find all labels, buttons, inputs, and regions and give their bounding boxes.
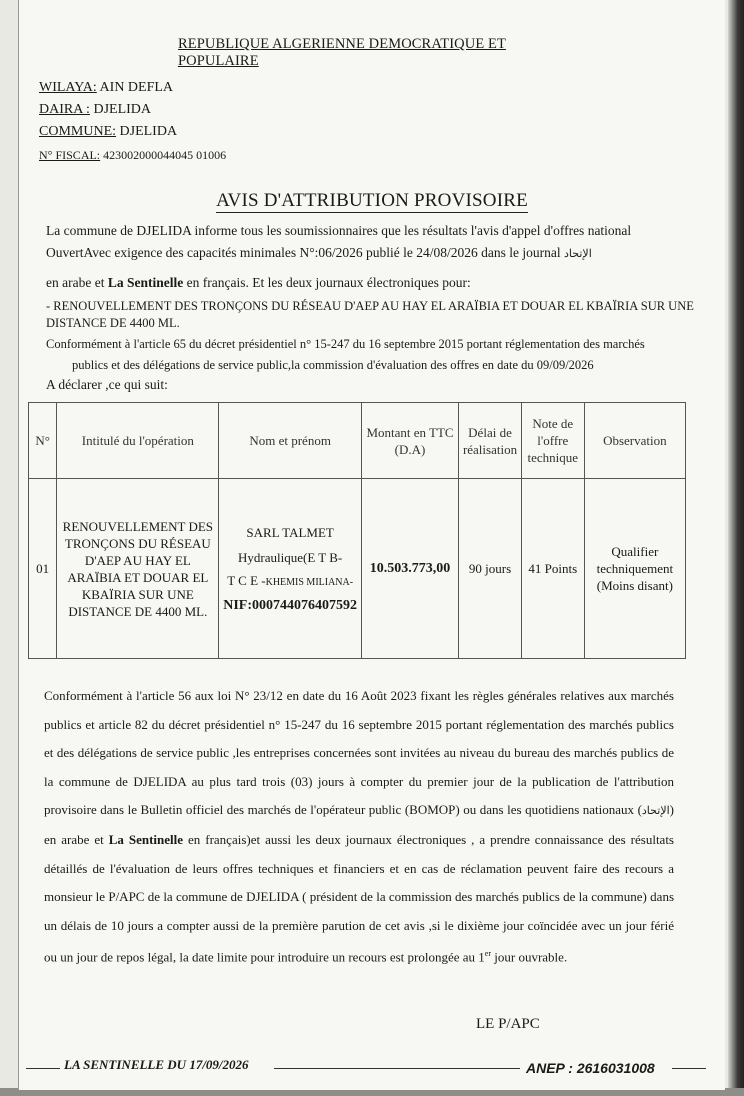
cell-observation: Qualifier techniquement (Moins disant) bbox=[584, 479, 685, 659]
cell-name-line3-b: KHEMIS MILIANA- bbox=[265, 576, 354, 588]
body-arabic-journal: الإتحاد bbox=[641, 805, 670, 818]
intro-line-4: - RENOUVELLEMENT DES TRONÇONS DU RÉSEAU D'AEP AU HAY EL ARAÏBIA ET DOUAR EL KBAÏRIA SUR UNE bbox=[46, 299, 694, 313]
col-header-operation: Intitulé du l'opération bbox=[57, 403, 219, 479]
document-title-text: AVIS D'ATTRIBUTION PROVISOIRE bbox=[216, 190, 528, 211]
document-title bbox=[0, 190, 744, 212]
commune-value: DJELIDA bbox=[116, 124, 178, 139]
cell-nif: NIF:000744076407592 bbox=[223, 597, 358, 613]
scan-edge bbox=[728, 0, 744, 1096]
signature: LE P/APC bbox=[476, 1016, 540, 1032]
wilaya-line bbox=[39, 80, 173, 96]
cell-name bbox=[219, 479, 362, 659]
cell-operation: RENOUVELLEMENT DES TRONÇONS DU RÉSEAU D'AEP AU HAY EL ARAÏBIA ET DOUAR EL KBAÏRIA SUR UNE DISTANCE DE 4400 ML. bbox=[57, 479, 219, 659]
results-table bbox=[28, 402, 686, 659]
intro-sentinelle: La Sentinelle bbox=[107, 275, 184, 290]
body-paragraph bbox=[44, 682, 674, 972]
col-header-amount: Montant en TTC (D.A) bbox=[361, 403, 458, 479]
col-header-delay: Délai de réalisation bbox=[459, 403, 522, 479]
intro-line-2 bbox=[46, 243, 592, 264]
commune-line bbox=[39, 124, 177, 140]
body-part-1: Conformément à l'article 56 aux loi N° 23/12 en date du 16 Août 2023 fixant les règles générales relatives aux marchés publics et article 82 du décret présidentiel n° 15-247 du 16 septembre 2015 portant réglementation des marchés publics et des délégations de service public ,les entreprises concernées sont invitées au niveau du bureau des marchés publics de la commune de DJELIDA au plus tard trois (03) jours à compter du premier jour de la publication de l'attribution provisoire dans le Bulletin officiel des marchés de l'opérateur public (BOMOP) ou dans les quotidiens nationaux ( bbox=[44, 688, 674, 818]
fiscal-label: N° FISCAL: bbox=[39, 148, 101, 162]
col-header-observation: Observation bbox=[584, 403, 685, 479]
intro-line-3 bbox=[46, 273, 471, 293]
cell-name-line3 bbox=[222, 572, 358, 591]
intro-arabic-journal: الإتحاد bbox=[564, 248, 592, 260]
intro-line-6: Conformément à l'article 65 du décret présidentiel n° 15-247 du 16 septembre 2015 portant réglementation des marchés bbox=[46, 337, 645, 351]
intro-line-3a: en arabe et bbox=[46, 275, 108, 290]
footer-rule-left bbox=[26, 1068, 60, 1069]
footer-rule-middle bbox=[274, 1068, 520, 1069]
cell-name-line1: SARL TALMET bbox=[246, 524, 334, 540]
intro-line-8: A déclarer ,ce qui suit: bbox=[46, 377, 168, 392]
body-part-2: ) en arabe et bbox=[44, 802, 674, 847]
col-header-score: Note de l'offre technique bbox=[521, 403, 584, 479]
intro-line-1: La commune de DJELIDA informe tous les soumissionnaires que les résultats l'avis d'appel d'offres national bbox=[46, 223, 632, 238]
cell-amount: 10.503.773,00 bbox=[361, 479, 458, 659]
footer-rule-right bbox=[672, 1068, 706, 1069]
footer-left-text: LA SENTINELLE DU 17/09/2026 bbox=[64, 1057, 249, 1072]
cell-score: 41 Points bbox=[521, 479, 584, 659]
cell-num: 01 bbox=[29, 479, 57, 659]
intro-line-2-text: OuvertAvec exigence des capacités minimales N°:06/2026 publié le 24/08/2026 dans le journal bbox=[46, 245, 561, 260]
table-header-row bbox=[29, 403, 686, 479]
commune-label: COMMUNE: bbox=[39, 124, 117, 139]
col-header-num: N° bbox=[29, 403, 57, 479]
fiscal-value: 423002000044045 01006 bbox=[100, 148, 227, 162]
wilaya-label: WILAYA: bbox=[39, 80, 97, 95]
intro-line-3c: en français. Et les deux journaux électroniques pour: bbox=[183, 275, 471, 290]
table-row bbox=[29, 479, 686, 659]
daira-line bbox=[39, 102, 151, 118]
fiscal-line bbox=[39, 148, 226, 163]
daira-label: DAIRA : bbox=[39, 102, 90, 117]
body-part-3: en français)et aussi les deux journaux électroniques , a prendre connaissance des résultats détaillés de l'évaluation de leurs offres techniques et financiers et en cas de réclamation peuvent faire des recours a monsieur le P/APC de la commune de DJELIDA ( président de la commission des marchés publics de la commune) dans un délais de 10 jours a compter aussi de la première parution de cet avis ,si le dixième jour coïncidée avec un jour férié ou un jour de repos légal, la date limite pour introduire un recours est prolongée au 1 bbox=[44, 831, 674, 965]
body-sentinelle: La Sentinelle bbox=[108, 831, 184, 847]
body-superscript: er bbox=[484, 949, 492, 959]
wilaya-value: AIN DEFLA bbox=[96, 80, 174, 95]
intro-line-5: DISTANCE DE 4400 ML. bbox=[46, 316, 180, 330]
footer-right-text: ANEP : 2616031008 bbox=[526, 1060, 655, 1076]
cell-name-line3-a: T C E - bbox=[227, 572, 266, 588]
body-part-4: jour ouvrable. bbox=[491, 949, 568, 965]
cell-delay: 90 jours bbox=[459, 479, 522, 659]
cell-name-line2: Hydraulique(E T B- bbox=[238, 549, 343, 565]
daira-value: DJELIDA bbox=[89, 102, 151, 117]
republic-header: REPUBLIQUE ALGERIENNE DEMOCRATIQUE ET POPULAIRE bbox=[178, 36, 506, 69]
col-header-name: Nom et prénom bbox=[219, 403, 362, 479]
intro-line-7: publics et des délégations de service public,la commission d'évaluation des offres en date du 09/09/2026 bbox=[72, 358, 594, 372]
